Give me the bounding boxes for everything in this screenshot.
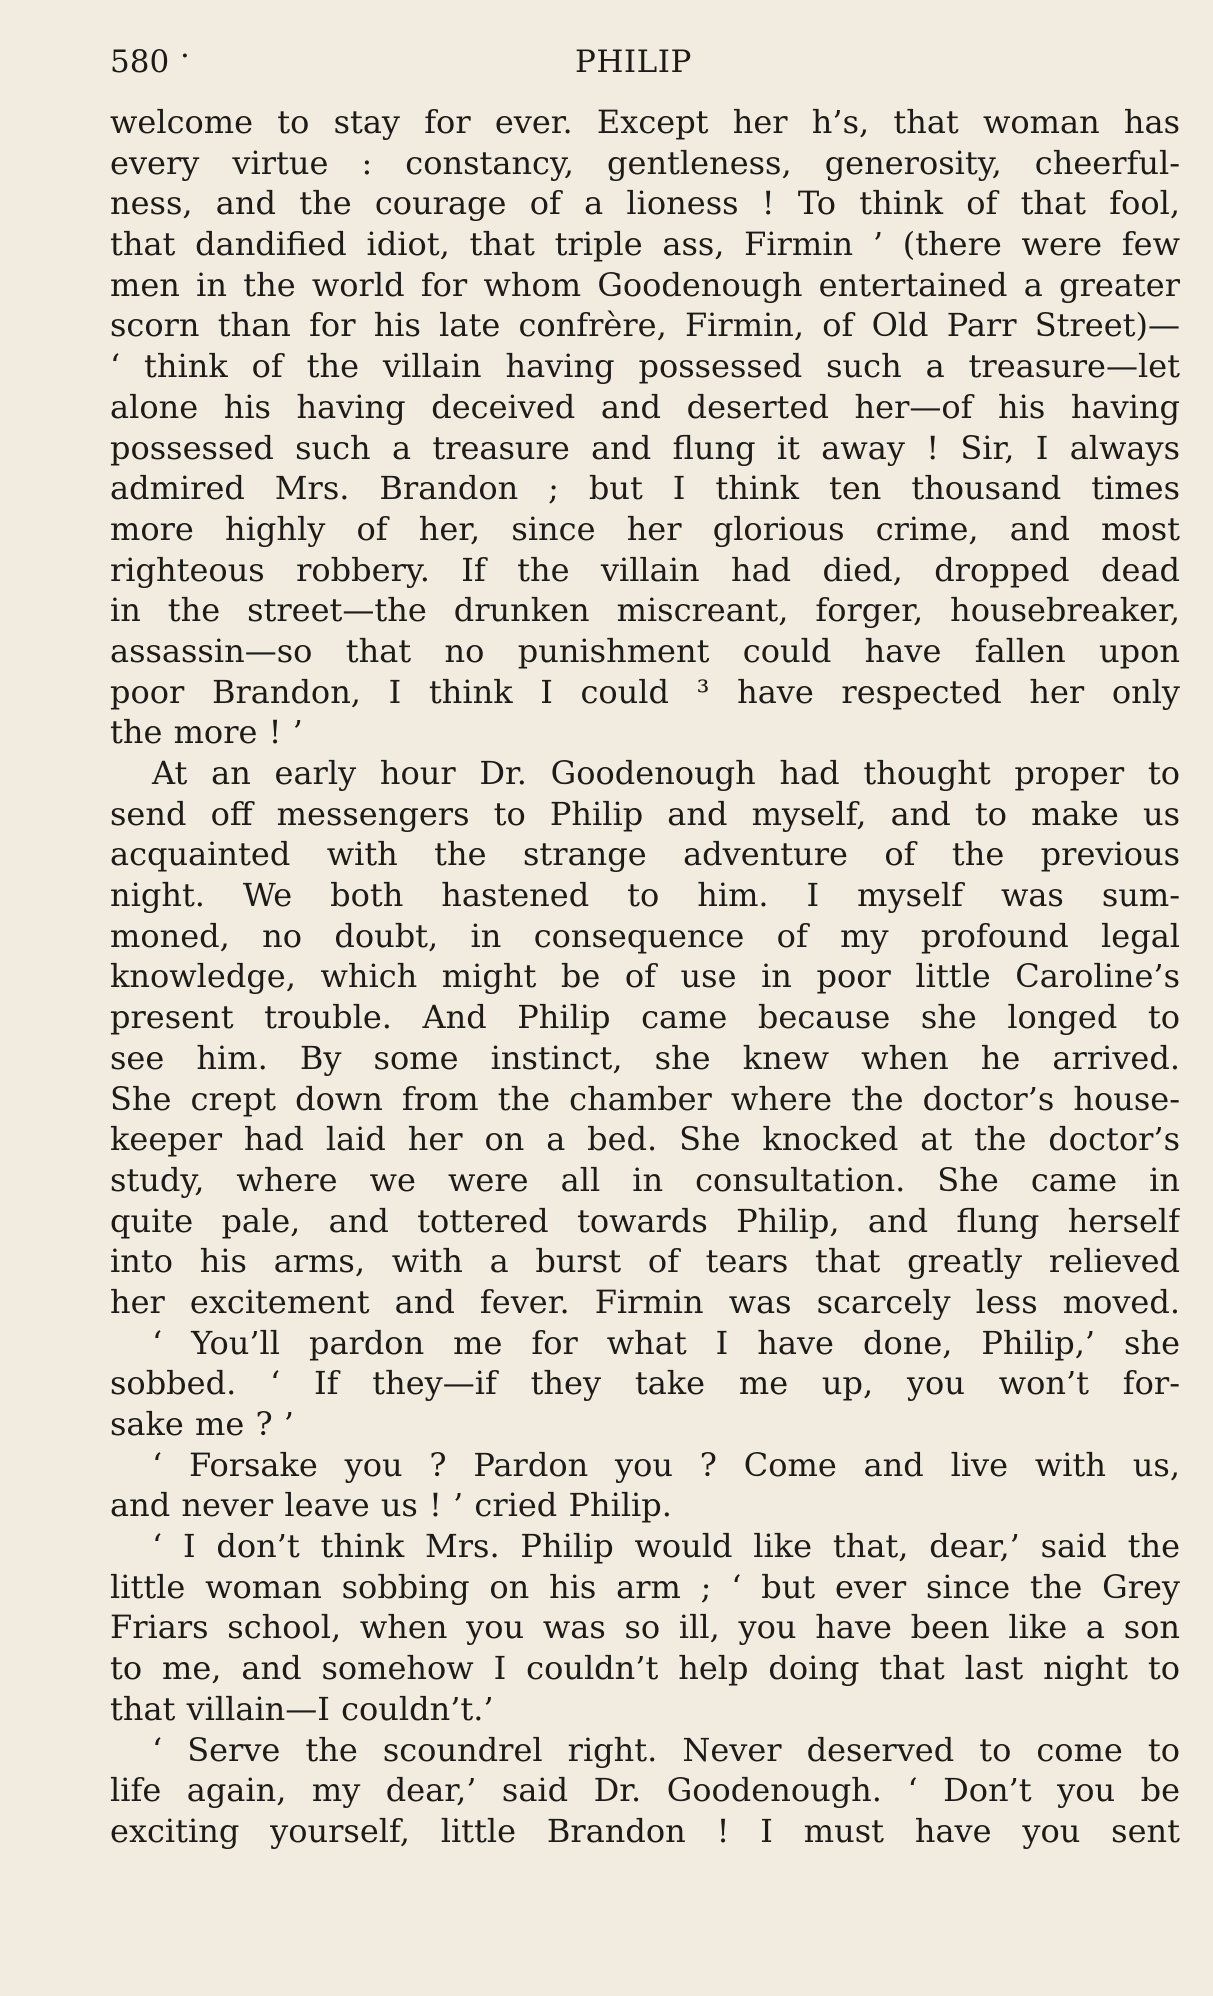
text-line: poor Brandon, I think I could ³ have respected her only: [110, 672, 1180, 711]
text-line: moned, no doubt, in consequence of my profound legal: [110, 916, 1180, 955]
text-line: in the street—the drunken miscreant, forger, housebreaker,: [110, 591, 1180, 630]
text-line: little woman sobbing on his arm ; ‘ but ever since the Grey: [110, 1567, 1180, 1606]
text-line: welcome to stay for ever. Except her h’s, that woman has: [110, 103, 1180, 141]
text-line: ‘ Forsake you ? Pardon you ? Come and live with us,: [152, 1445, 1180, 1484]
running-title: PHILIP: [575, 44, 692, 80]
body-text: [110, 102, 1180, 1852]
text-line: ness, and the courage of a lioness ! To think of that fool,: [110, 184, 1180, 223]
text-line: every virtue : constancy, gentleness, generosity, cheerful-: [110, 143, 1180, 182]
text-line: admired Mrs. Brandon ; but I think ten thousand times: [110, 469, 1180, 508]
text-line: send off messengers to Philip and myself, and to make us: [110, 794, 1180, 833]
text-line: knowledge, which might be of use in poor little Caroline’s: [110, 957, 1180, 996]
text-line: men in the world for whom Goodenough entertained a greater: [110, 265, 1180, 304]
text-line: alone his having deceived and deserted her—of his having: [110, 387, 1180, 426]
head-mark: ·: [180, 38, 190, 74]
text-line: sobbed. ‘ If they—if they take me up, you won’t for-: [110, 1364, 1180, 1403]
text-line: righteous robbery. If the villain had died, dropped dead: [110, 550, 1180, 589]
running-head: [110, 38, 1180, 86]
text-line: that dandified idiot, that triple ass, Firmin ’ (there were few: [110, 225, 1180, 264]
text-line: ‘ think of the villain having possessed such a treasure—let: [110, 347, 1180, 386]
text-line: keeper had laid her on a bed. She knocked at the doctor’s: [110, 1120, 1180, 1159]
text-line: sake me ? ’: [110, 1405, 294, 1443]
text-line: study, where we were all in consultation. She came in: [110, 1160, 1180, 1199]
text-line: night. We both hastened to him. I myself was sum-: [110, 876, 1180, 915]
text-line: present trouble. And Philip came because she longed to: [110, 998, 1180, 1037]
text-line: She crept down from the chamber where the doctor’s house-: [110, 1079, 1180, 1118]
text-line: to me, and somehow I couldn’t help doing that last night to: [110, 1649, 1180, 1688]
text-line: life again, my dear,’ said Dr. Goodenough. ‘ Don’t you be: [110, 1771, 1180, 1810]
text-line: that villain—I couldn’t.’: [110, 1689, 494, 1728]
text-line: ‘ Serve the scoundrel right. Never deserved to come to: [152, 1730, 1180, 1769]
text-line: Friars school, when you was so ill, you have been like a son: [110, 1608, 1180, 1647]
text-line: the more ! ’: [110, 713, 303, 752]
text-line: possessed such a treasure and flung it away ! Sir, I always: [110, 428, 1180, 467]
text-line: ‘ I don’t think Mrs. Philip would like that, dear,’ said the: [152, 1527, 1180, 1566]
text-line: and never leave us ! ’ cried Philip.: [110, 1486, 672, 1525]
text-line: see him. By some instinct, she knew when he arrived.: [110, 1038, 1180, 1077]
text-line: her excitement and fever. Firmin was scarcely less moved.: [110, 1282, 1180, 1321]
text-line: assassin—so that no punishment could have fallen upon: [110, 631, 1180, 670]
text-line: acquainted with the strange adventure of the previous: [110, 835, 1180, 874]
text-line: scorn than for his late confrère, Firmin, of Old Parr Street)—: [110, 306, 1180, 345]
text-line: exciting yourself, little Brandon ! I must have you sent: [110, 1811, 1180, 1850]
text-line: At an early hour Dr. Goodenough had thought proper to: [152, 754, 1180, 792]
text-line: ‘ You’ll pardon me for what I have done, Philip,’ she: [152, 1323, 1180, 1362]
text-line: into his arms, with a burst of tears that greatly relieved: [110, 1242, 1180, 1281]
page-number: 580: [110, 44, 170, 80]
text-line: quite pale, and tottered towards Philip, and flung herself: [110, 1201, 1180, 1240]
text-line: more highly of her, since her glorious crime, and most: [110, 509, 1180, 548]
